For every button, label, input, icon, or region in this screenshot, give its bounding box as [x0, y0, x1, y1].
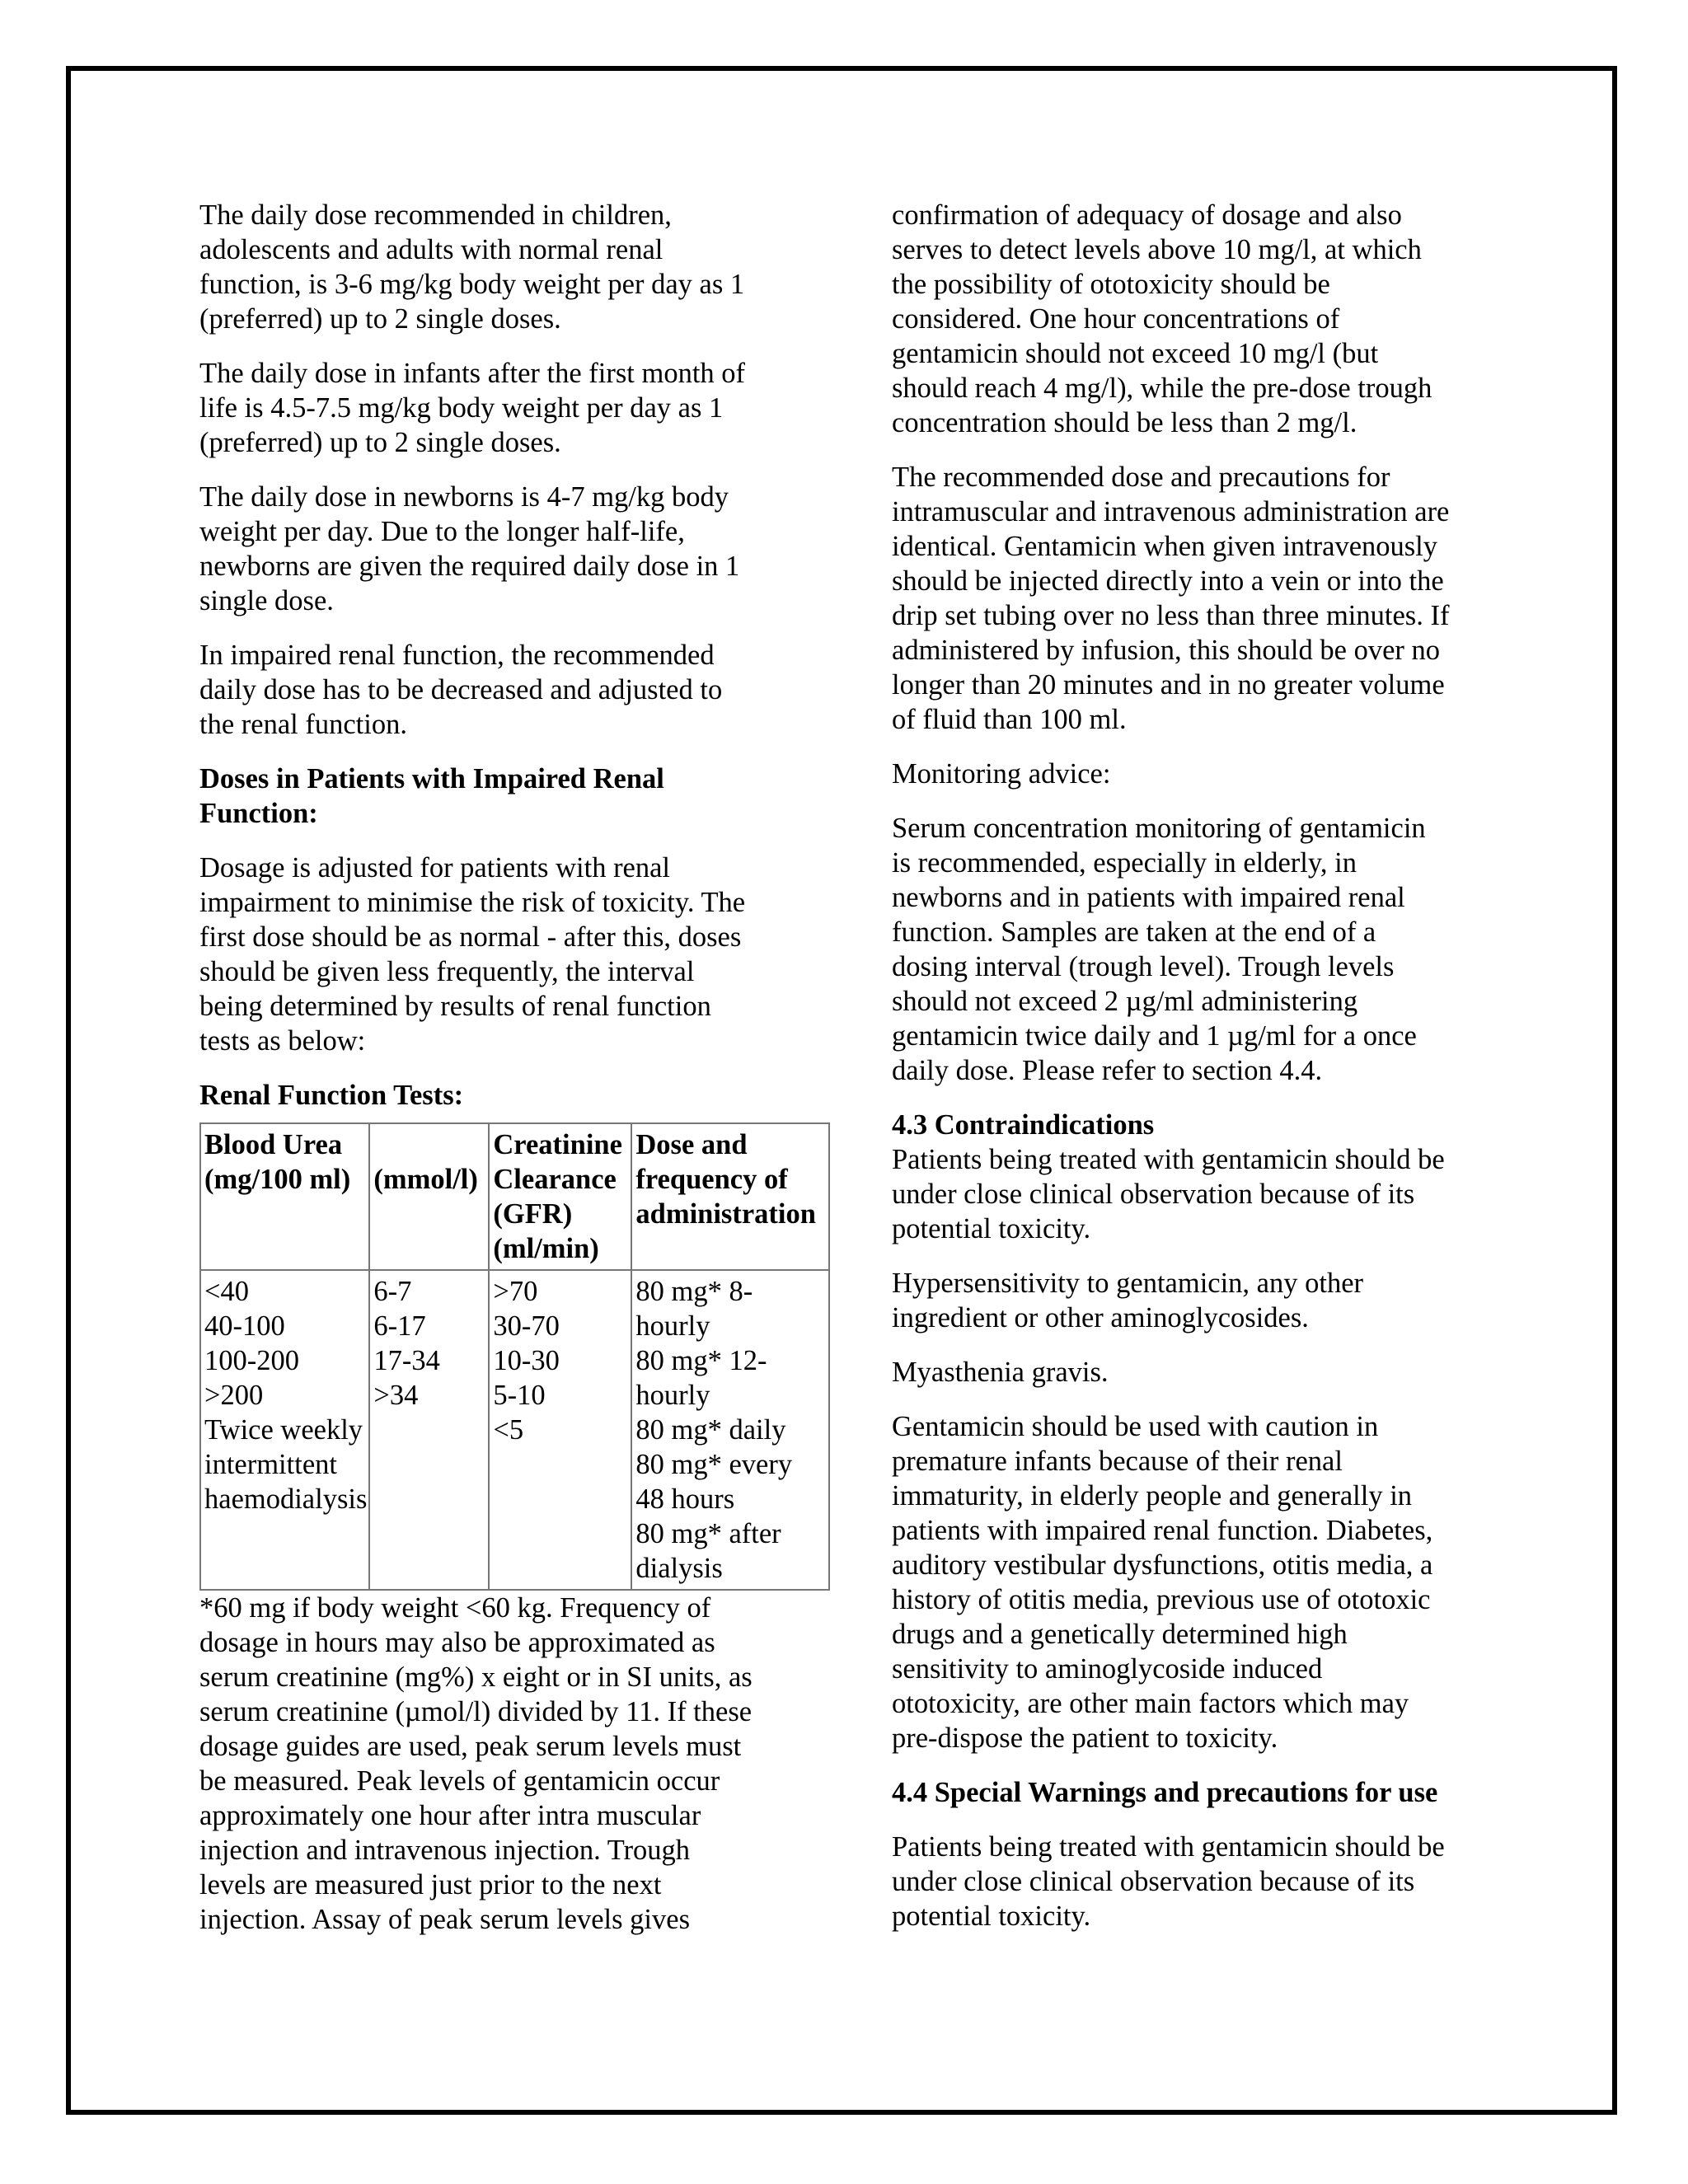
text-line: newborns and in patients with impaired renal [892, 882, 1405, 913]
text-line: 100-200 [204, 1345, 299, 1376]
text-line: ingredient or other aminoglycosides. [892, 1302, 1309, 1333]
cell-dose-values [631, 1270, 829, 1590]
text-line: dosage guides are used, peak serum levels must [199, 1731, 742, 1762]
text-line: patients with impaired renal function. Diabetes, [892, 1515, 1433, 1546]
text-line: 6-7 [373, 1276, 412, 1307]
text-line: dialysis [635, 1553, 723, 1584]
text-line: Twice weekly [204, 1414, 363, 1446]
text-line: impairment to minimise the risk of toxicity. The [199, 887, 746, 918]
text-line: weight per day. Due to the longer half-life, [199, 516, 685, 547]
table-header-row [200, 1123, 829, 1270]
paragraph-dosage-adjusted [199, 851, 842, 1058]
text-line: In impaired renal function, the recommended [199, 640, 715, 671]
text-line: The daily dose in infants after the first month of [199, 358, 746, 389]
text-line: dosage in hours may also be approximated as [199, 1627, 715, 1658]
text-line: life is 4.5-7.5 mg/kg body weight per day as 1 [199, 392, 724, 424]
text-line: the renal function. [199, 709, 407, 740]
text-line: 10-30 [493, 1345, 560, 1376]
text-line: Dosage is adjusted for patients with renal [199, 852, 671, 883]
text-line: under close clinical observation because of its [892, 1866, 1415, 1897]
text-line: tests as below: [199, 1025, 366, 1057]
paragraph-hypersensitivity [892, 1266, 1502, 1335]
text-line: drip set tubing over no less than three minutes. If [892, 600, 1450, 631]
text-line: 80 mg* after [635, 1518, 781, 1549]
text-line: The recommended dose and precautions for [892, 462, 1390, 493]
heading-doses-impaired-renal [199, 762, 842, 831]
text-line: Dose and [635, 1129, 748, 1160]
text-line: (preferred) up to 2 single doses. [199, 427, 561, 458]
header-creatinine-clearance [489, 1123, 631, 1270]
text-line: levels are measured just prior to the next [199, 1869, 662, 1900]
text-line: Gentamicin should be used with caution in [892, 1411, 1379, 1442]
text-line: <5 [493, 1414, 524, 1446]
paragraph-newborns-dose [199, 480, 842, 618]
text-line: auditory vestibular dysfunctions, otitis media, a [892, 1549, 1433, 1581]
text-line: immaturity, in elderly people and generally in [892, 1480, 1413, 1511]
paragraph-infants-dose [199, 356, 842, 460]
cell-mmol-values [369, 1270, 489, 1590]
text-line: hourly [635, 1310, 710, 1342]
paragraph-close-observation-2 [892, 1830, 1502, 1933]
paragraph-impaired-renal [199, 638, 842, 742]
cell-creatinine-values [489, 1270, 631, 1590]
paragraph-caution-premature [892, 1409, 1502, 1755]
text-line: serves to detect levels above 10 mg/l, at which [892, 234, 1422, 265]
text-line: (ml/min) [493, 1233, 599, 1264]
paragraph-children-dose [199, 198, 842, 336]
left-column [199, 198, 842, 1957]
header-mmol [369, 1123, 489, 1270]
text-line: be measured. Peak levels of gentamicin occur [199, 1765, 720, 1797]
text-line: intramuscular and intravenous administration are [892, 496, 1450, 527]
text-line: history of otitis media, previous use of ototoxic [892, 1584, 1431, 1615]
text-line: Doses in Patients with Impaired Renal [199, 763, 664, 794]
text-line: gentamicin should not exceed 10 mg/l (but [892, 338, 1379, 369]
text-line: >34 [373, 1380, 419, 1411]
text-line: daily dose. Please refer to section 4.4. [892, 1055, 1323, 1086]
text-line: function. Samples are taken at the end of a [892, 916, 1376, 948]
text-line: being determined by results of renal function [199, 991, 711, 1022]
text-line: Hypersensitivity to gentamicin, any other [892, 1268, 1363, 1299]
text-line: longer than 20 minutes and in no greater volume [892, 669, 1445, 701]
text-line: should reach 4 mg/l), while the pre-dose trough [892, 373, 1432, 404]
text-line: administered by infusion, this should be over no [892, 635, 1441, 666]
text-line: daily dose has to be decreased and adjusted to [199, 674, 723, 705]
paragraph-close-observation [892, 1142, 1502, 1246]
renal-function-table [199, 1122, 830, 1591]
text-line: >70 [493, 1276, 538, 1307]
text-line: identical. Gentamicin when given intravenously [892, 531, 1438, 562]
text-line: Patients being treated with gentamicin should be [892, 1831, 1445, 1863]
text-line: Function: [199, 798, 318, 829]
text-line: 6-17 [373, 1310, 426, 1342]
text-line: drugs and a genetically determined high [892, 1619, 1348, 1650]
text-line: adolescents and adults with normal renal [199, 234, 663, 265]
text-line: frequency of [635, 1164, 788, 1195]
text-line: the possibility of ototoxicity should be [892, 269, 1330, 300]
table-row [200, 1270, 829, 1590]
text-line: considered. One hour concentrations of [892, 303, 1340, 335]
paragraph-myasthenia: Myasthenia gravis. [892, 1357, 1109, 1388]
text-line: Serum concentration monitoring of gentamicin [892, 813, 1426, 844]
text-line: under close clinical observation because of its [892, 1179, 1415, 1210]
text-line [373, 1127, 486, 1162]
text-line: injection and intravenous injection. Trough [199, 1835, 691, 1866]
text-line: The daily dose recommended in children, [199, 199, 672, 231]
text-line: injection. Assay of peak serum levels gives [199, 1904, 690, 1935]
text-line: 40-100 [204, 1310, 285, 1342]
text-line: 80 mg* 12- [635, 1345, 767, 1376]
text-line: should not exceed 2 µg/ml administering [892, 986, 1358, 1017]
cell-blood-urea-values [200, 1270, 369, 1590]
text-line: 80 mg* 8- [635, 1276, 753, 1307]
text-line: Patients being treated with gentamicin should be [892, 1144, 1445, 1175]
text-line: gentamicin twice daily and 1 µg/ml for a once [892, 1020, 1417, 1052]
text-line: ototoxicity, are other main factors which may [892, 1688, 1409, 1719]
text-line: 30-70 [493, 1310, 560, 1342]
heading-renal-function-tests: Renal Function Tests: [199, 1080, 464, 1111]
paragraph-serum-monitoring [892, 811, 1502, 1088]
text-line: (mmol/l) [373, 1164, 478, 1195]
text-line: 17-34 [373, 1345, 440, 1376]
text-line: newborns are given the required daily dose in 1 [199, 551, 740, 582]
text-line: should be given less frequently, the interval [199, 956, 695, 987]
text-line: first dose should be as normal - after this, doses [199, 921, 742, 953]
text-line: is recommended, especially in elderly, in [892, 847, 1357, 879]
header-dose-frequency [631, 1123, 829, 1270]
text-line: The daily dose in newborns is 4-7 mg/kg body [199, 481, 729, 513]
text-line: (GFR) [493, 1198, 573, 1230]
text-line: administration [635, 1198, 816, 1230]
right-column [892, 198, 1502, 1953]
text-line: confirmation of adequacy of dosage and also [892, 199, 1402, 231]
heading-special-warnings: 4.4 Special Warnings and precautions for use [892, 1777, 1438, 1808]
text-line: Creatinine [493, 1129, 622, 1160]
text-line: concentration should be less than 2 mg/l. [892, 407, 1357, 438]
text-line: serum creatinine (mg%) x eight or in SI units, as [199, 1661, 753, 1693]
text-line: sensitivity to aminoglycoside induced [892, 1653, 1323, 1685]
paragraph-confirmation-adequacy [892, 198, 1502, 440]
text-line: 5-10 [493, 1380, 546, 1411]
text-line: (preferred) up to 2 single doses. [199, 303, 561, 335]
heading-contraindications: 4.3 Contraindications [892, 1109, 1155, 1141]
text-line: of fluid than 100 ml. [892, 704, 1127, 735]
text-line: function, is 3-6 mg/kg body weight per day as 1 [199, 269, 745, 300]
text-line: haemodialysis [204, 1483, 368, 1515]
header-blood-urea [200, 1123, 369, 1270]
text-line: 80 mg* daily [635, 1414, 786, 1446]
text-line: approximately one hour after intra muscular [199, 1800, 701, 1831]
text-line: Blood Urea [204, 1129, 343, 1160]
text-line: pre-dispose the patient to toxicity. [892, 1722, 1278, 1754]
text-line: <40 [204, 1276, 249, 1307]
text-line: serum creatinine (µmol/l) divided by 11. If these [199, 1696, 753, 1727]
text-line: single dose. [199, 585, 334, 616]
text-line: intermittent [204, 1449, 337, 1480]
text-line: hourly [635, 1380, 710, 1411]
text-line: should be injected directly into a vein or into the [892, 565, 1444, 597]
text-line: (mg/100 ml) [204, 1164, 351, 1195]
paragraph-recommended-precautions [892, 460, 1502, 737]
paragraph-footnote-dosage [199, 1591, 842, 1937]
text-line: *60 mg if body weight <60 kg. Frequency of [199, 1592, 711, 1624]
text-line: Clearance [493, 1164, 617, 1195]
text-line: dosing interval (trough level). Trough levels [892, 951, 1395, 982]
text-line: 48 hours [635, 1483, 735, 1515]
text-line: >200 [204, 1380, 264, 1411]
text-line: premature infants because of their renal [892, 1446, 1343, 1477]
text-line: potential toxicity. [892, 1900, 1091, 1932]
text-line: potential toxicity. [892, 1213, 1091, 1244]
paragraph-monitoring-advice: Monitoring advice: [892, 758, 1111, 790]
text-line: 80 mg* every [635, 1449, 793, 1480]
